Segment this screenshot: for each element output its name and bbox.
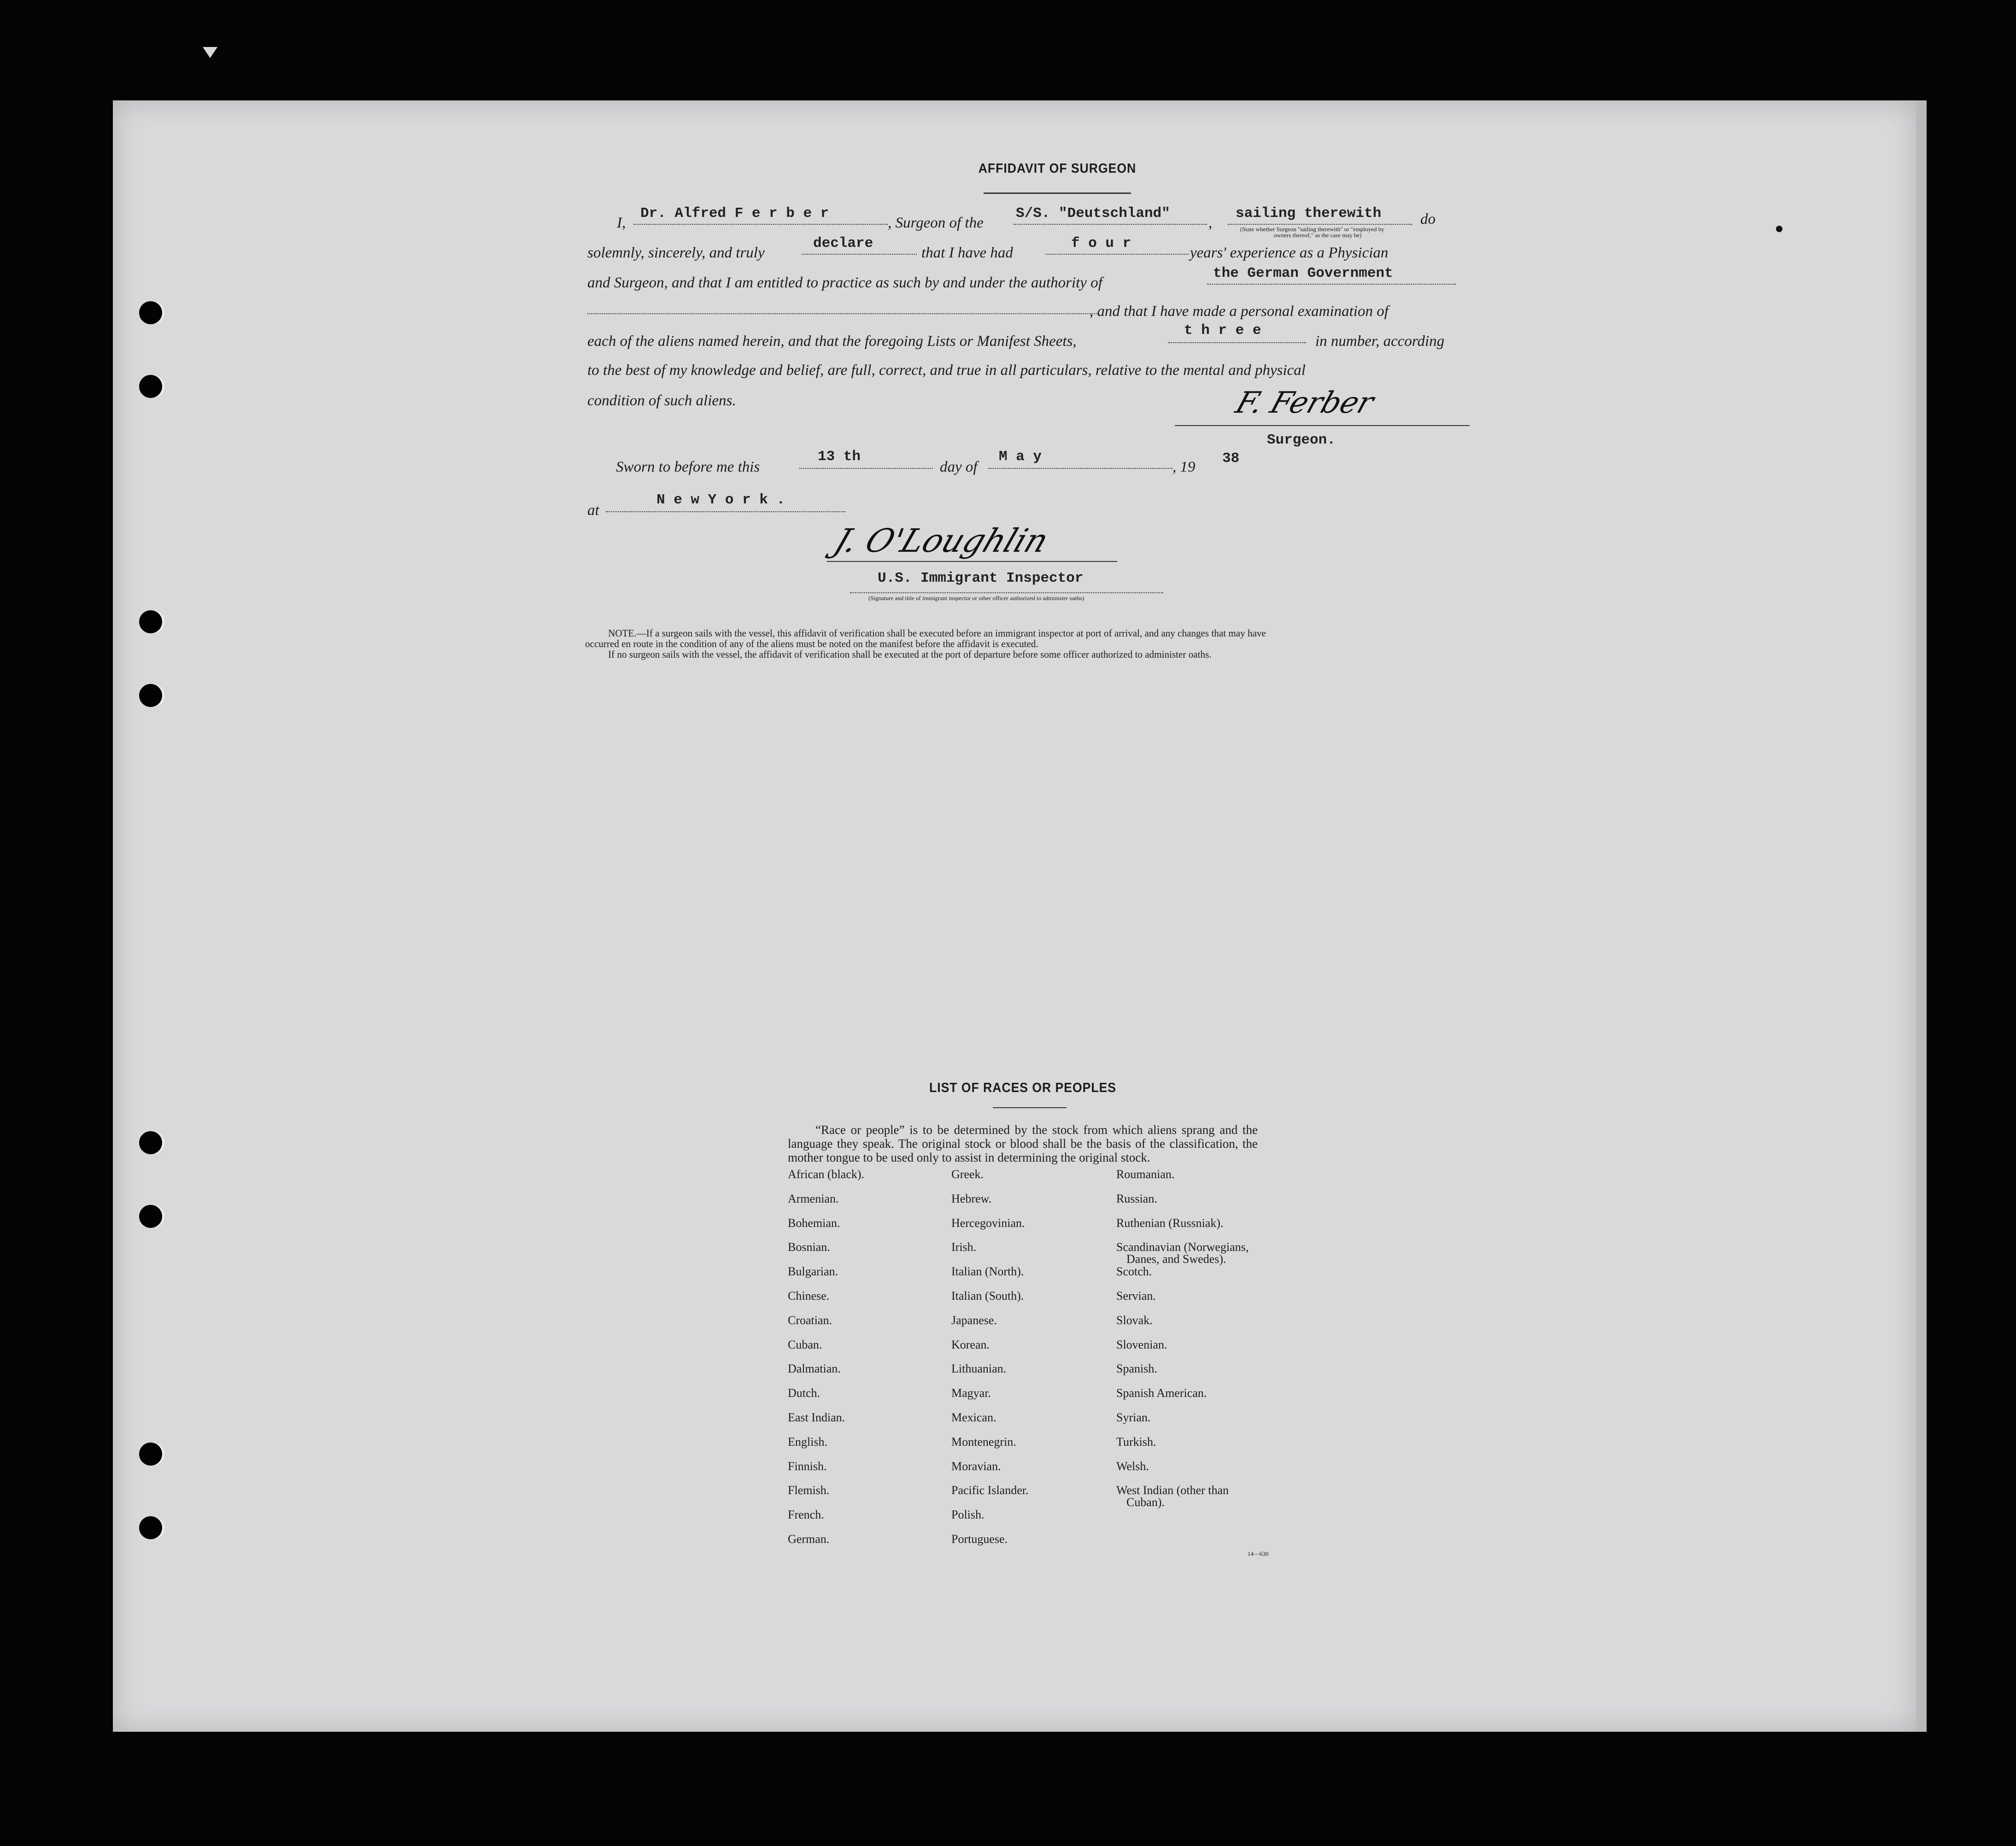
race-item: East Indian. bbox=[788, 1411, 845, 1424]
race-item: Scandinavian (Norwegians, bbox=[1116, 1240, 1249, 1254]
race-item: Turkish. bbox=[1116, 1435, 1156, 1449]
race-item: French. bbox=[788, 1508, 824, 1522]
text-personal-exam: , and that I have made a personal examination of bbox=[1090, 303, 1389, 320]
text-surgeon-of-the: , Surgeon of the bbox=[888, 215, 984, 231]
race-item: Dalmatian. bbox=[788, 1362, 841, 1376]
field-underline bbox=[988, 468, 1172, 469]
race-item: Welsh. bbox=[1116, 1459, 1149, 1473]
race-item: Japanese. bbox=[951, 1313, 997, 1327]
binder-hole-icon bbox=[139, 1205, 162, 1228]
race-item: Greek. bbox=[951, 1168, 984, 1181]
race-item: Roumanian. bbox=[1116, 1168, 1175, 1181]
status-hint-2: owners thereof," as the case may be) bbox=[1274, 232, 1362, 239]
field-underline bbox=[1228, 224, 1412, 225]
field-ship: S/S. "Deutschland" bbox=[1016, 205, 1170, 222]
race-item: Dutch. bbox=[788, 1386, 820, 1400]
race-item: Chinese. bbox=[788, 1289, 830, 1303]
binder-hole-icon bbox=[139, 301, 162, 324]
text-i: I, bbox=[617, 215, 626, 231]
text-solemnly: solemnly, sincerely, and truly bbox=[587, 245, 765, 261]
field-status: sailing therewith bbox=[1236, 205, 1382, 222]
signature-rule bbox=[1175, 425, 1470, 426]
race-item: Spanish. bbox=[1116, 1362, 1157, 1376]
text-do: do bbox=[1420, 211, 1436, 228]
field-underline bbox=[850, 592, 1163, 593]
note-line-1: NOTE.—If a surgeon sails with the vessel, this affidavit of verification shall be executed before an immigrant inspector at port of arrival, and any changes that may have bbox=[608, 627, 1266, 639]
text-and-surgeon: and Surgeon, and that I am entitled to practice as such by and under the authority of bbox=[587, 275, 1102, 291]
signature-rule bbox=[827, 561, 1117, 562]
field-underline bbox=[1014, 224, 1207, 225]
field-underline bbox=[799, 468, 933, 469]
field-authority: the German Government bbox=[1213, 265, 1393, 281]
binder-hole-icon bbox=[139, 1131, 162, 1154]
field-month: M a y bbox=[999, 449, 1042, 465]
text-comma: , bbox=[1208, 215, 1213, 231]
binder-hole-icon bbox=[139, 610, 162, 633]
title-rule bbox=[993, 1107, 1067, 1108]
affidavit-title: AFFIDAVIT OF SURGEON bbox=[978, 161, 1137, 176]
race-item: Italian (North). bbox=[951, 1265, 1024, 1279]
field-underline bbox=[633, 224, 888, 225]
race-item: Irish. bbox=[951, 1240, 977, 1254]
race-item: Montenegrin. bbox=[951, 1435, 1016, 1449]
field-surgeon-name: Dr. Alfred F e r b e r bbox=[640, 205, 829, 222]
field-years: f o u r bbox=[1071, 235, 1131, 251]
race-item: Bulgarian. bbox=[788, 1265, 838, 1279]
race-item: Italian (South). bbox=[951, 1289, 1024, 1303]
race-item: English. bbox=[788, 1435, 827, 1449]
race-item: Slovenian. bbox=[1116, 1338, 1167, 1351]
field-declaration: declare bbox=[813, 235, 873, 251]
field-year: 38 bbox=[1222, 450, 1240, 467]
field-underline bbox=[1168, 342, 1306, 343]
binder-hole-icon bbox=[139, 1516, 162, 1539]
race-item: Bohemian. bbox=[788, 1216, 840, 1230]
race-item: African (black). bbox=[788, 1168, 865, 1181]
race-item: Hebrew. bbox=[951, 1192, 992, 1205]
race-item: Cuban. bbox=[788, 1338, 822, 1351]
field-underline bbox=[1207, 284, 1456, 285]
text-years-experience: years' experience as a Physician bbox=[1190, 245, 1389, 261]
race-item: Ruthenian (Russniak). bbox=[1116, 1216, 1224, 1230]
note-line-3: If no surgeon sails with the vessel, the affidavit of verification shall be executed at the port of departure before some officer authorized to administer oaths. bbox=[608, 648, 1212, 660]
race-item: Lithuanian. bbox=[951, 1362, 1007, 1376]
text-best-knowledge: to the best of my knowledge and belief, are full, correct, and true in all particulars, relative to the mental and physical bbox=[587, 362, 1306, 379]
text-each-alien: each of the aliens named herein, and that the foregoing Lists or Manifest Sheets, bbox=[587, 333, 1077, 350]
race-item: Korean. bbox=[951, 1338, 990, 1351]
race-item: German. bbox=[788, 1532, 830, 1546]
race-item: Portuguese. bbox=[951, 1532, 1008, 1546]
form-number: 14—630 bbox=[1248, 1550, 1269, 1557]
race-item: Hercegovinian. bbox=[951, 1216, 1025, 1230]
race-item: Moravian. bbox=[951, 1459, 1001, 1473]
race-item: Magyar. bbox=[951, 1386, 991, 1400]
race-item: Armenian. bbox=[788, 1192, 839, 1205]
race-item: Bosnian. bbox=[788, 1240, 830, 1254]
title-rule bbox=[984, 193, 1131, 194]
text-sworn: Sworn to before me this bbox=[616, 459, 760, 475]
binder-hole-icon bbox=[139, 375, 162, 398]
inspector-signature: J. O'Loughlin bbox=[829, 522, 1054, 560]
field-sheets: t h r e e bbox=[1184, 322, 1261, 339]
surgeon-signature: F. Ferber bbox=[1231, 386, 1378, 420]
text-day-of: day of bbox=[940, 459, 978, 475]
field-day: 13 th bbox=[818, 449, 861, 465]
race-item: Mexican. bbox=[951, 1411, 996, 1424]
race-item: Pacific Islander. bbox=[951, 1484, 1029, 1497]
text-that-i-have-had: that I have had bbox=[921, 245, 1013, 261]
ink-dot-icon bbox=[1776, 226, 1782, 232]
race-item: Croatian. bbox=[788, 1313, 832, 1327]
binder-hole-icon bbox=[139, 1443, 162, 1466]
field-underline bbox=[587, 313, 1099, 314]
race-item: Russian. bbox=[1116, 1192, 1157, 1205]
text-condition: condition of such aliens. bbox=[587, 392, 736, 409]
text-in-number: in number, according bbox=[1315, 333, 1445, 350]
race-item: Danes, and Swedes). bbox=[1126, 1252, 1226, 1266]
races-intro: “Race or people” is to be determined by the stock from which aliens sprang and the language they speak. The original stock or blood shall be the basis of the classification, the mother tongue to be used only to assist in determining the original stock. bbox=[788, 1123, 1258, 1164]
race-item: Polish. bbox=[951, 1508, 985, 1522]
signature-hint: (Signature and title of immigrant inspector or other officer authorized to administer oaths) bbox=[868, 595, 1084, 602]
race-item: Syrian. bbox=[1116, 1411, 1151, 1424]
text-at: at bbox=[587, 502, 599, 519]
race-item: Scotch. bbox=[1116, 1265, 1152, 1279]
field-underline bbox=[1046, 254, 1189, 255]
race-item: Slovak. bbox=[1116, 1313, 1153, 1327]
surgeon-title: Surgeon. bbox=[1267, 432, 1336, 448]
race-item: Cuban). bbox=[1126, 1495, 1165, 1509]
race-item: Servian. bbox=[1116, 1289, 1156, 1303]
corner-triangle-icon bbox=[203, 47, 217, 58]
note-line-2: occurred en route in the condition of any of the aliens must be noted on the manifest before the affidavit is executed. bbox=[585, 638, 1038, 649]
races-title: LIST OF RACES OR PEOPLES bbox=[929, 1081, 1117, 1095]
field-place: N e w Y o r k . bbox=[656, 492, 785, 508]
document-page bbox=[113, 100, 1927, 1732]
race-item: Spanish American. bbox=[1116, 1386, 1207, 1400]
binder-hole-icon bbox=[139, 684, 162, 707]
field-underline bbox=[606, 511, 845, 512]
race-item: West Indian (other than bbox=[1116, 1484, 1229, 1497]
text-year-prefix: , 19 bbox=[1172, 459, 1196, 475]
race-item: Flemish. bbox=[788, 1484, 830, 1497]
status-hint-1: (State whether Surgeon "sailing therewith" or "employed by bbox=[1240, 226, 1384, 233]
race-item: Finnish. bbox=[788, 1459, 827, 1473]
field-underline bbox=[802, 254, 917, 255]
inspector-title: U.S. Immigrant Inspector bbox=[878, 570, 1084, 586]
